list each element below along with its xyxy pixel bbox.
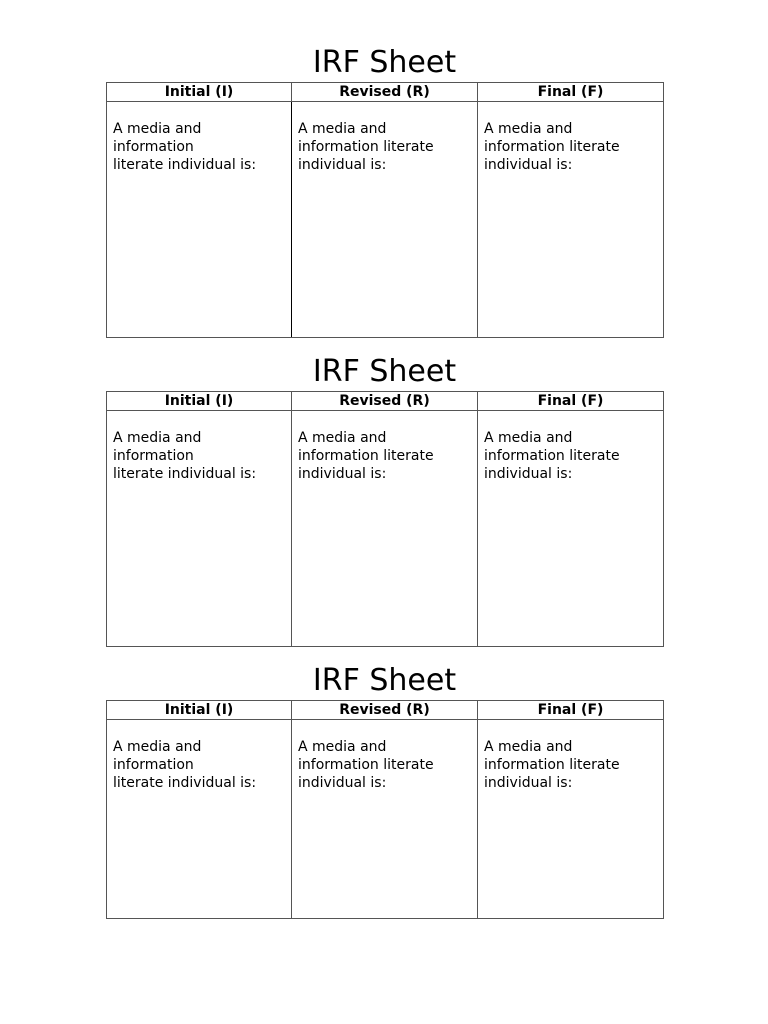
header-row [107,392,664,411]
header-revised: Revised (R) [292,83,478,102]
initial-answer-cell[interactable]: A media and information literate individual is: [107,102,292,338]
initial-answer-cell[interactable]: A media and information literate individual is: [107,720,292,919]
header-revised: Revised (R) [292,392,478,411]
irf-sheet-2 [106,353,663,647]
header-initial: Initial (I) [107,701,292,720]
answer-row [107,720,664,919]
sheet-title: IRF Sheet [312,45,457,80]
irf-sheet-1 [106,44,663,338]
header-revised: Revised (R) [292,701,478,720]
header-final: Final (F) [478,83,664,102]
answer-row [107,411,664,647]
final-answer-cell[interactable]: A media and information literate individual is: [478,720,664,919]
irf-sheet-3 [106,662,663,919]
header-final: Final (F) [478,701,664,720]
irf-table [106,82,664,338]
revised-answer-cell[interactable]: A media and information literate individual is: [292,411,478,647]
header-initial: Initial (I) [107,392,292,411]
header-row [107,83,664,102]
final-answer-cell[interactable]: A media and information literate individual is: [478,102,664,338]
final-answer-cell[interactable]: A media and information literate individual is: [478,411,664,647]
sheet-title: IRF Sheet [312,354,457,389]
irf-table [106,391,664,647]
answer-row [107,102,664,338]
irf-table [106,700,664,919]
revised-answer-cell[interactable]: A media and information literate individual is: [292,102,478,338]
revised-answer-cell[interactable]: A media and information literate individual is: [292,720,478,919]
header-final: Final (F) [478,392,664,411]
sheet-title: IRF Sheet [312,663,457,698]
header-initial: Initial (I) [107,83,292,102]
header-row [107,701,664,720]
initial-answer-cell[interactable]: A media and information literate individual is: [107,411,292,647]
